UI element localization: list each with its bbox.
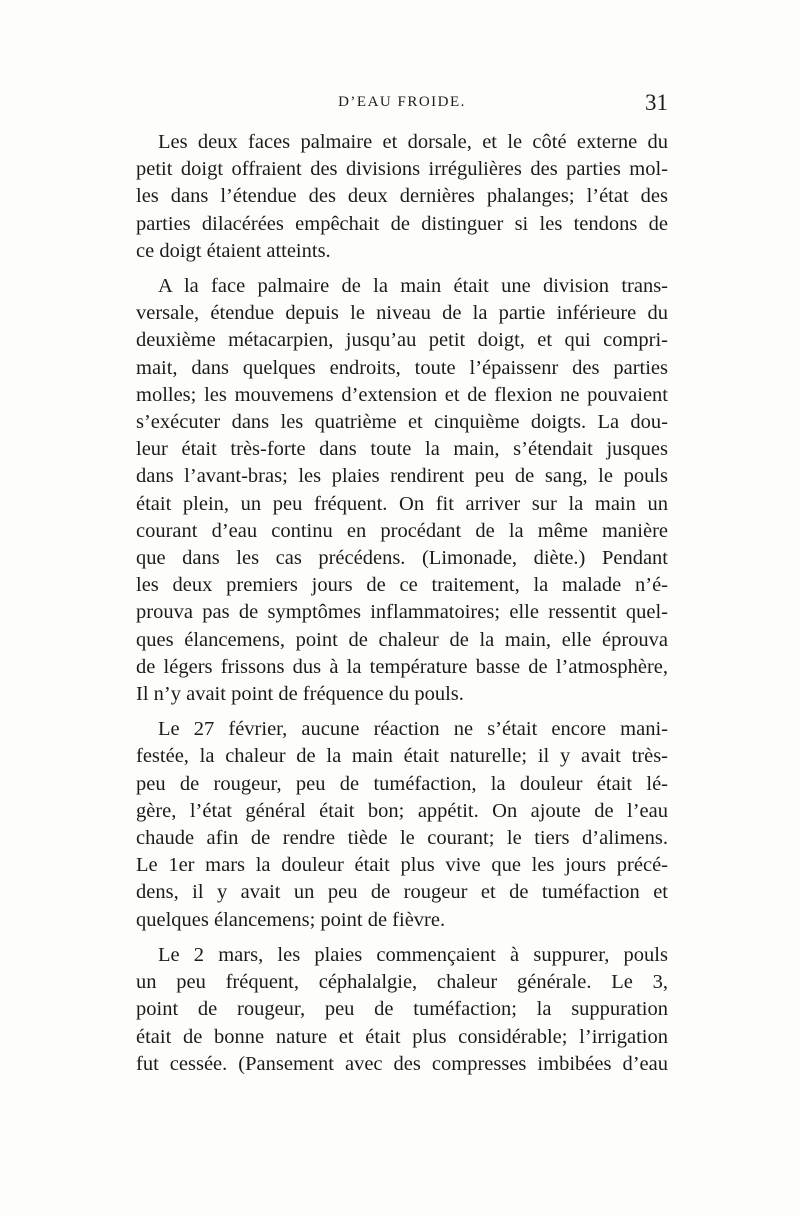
text-line: gère, l’état général était bon; appétit. On ajoute de l’eau [136, 799, 668, 822]
paragraph-3 [136, 716, 668, 934]
text-line: Le 27 février, aucune réaction ne s’était encore mani- [158, 718, 668, 741]
text-line: que dans les cas précédens. (Limonade, diète.) Pendant [136, 547, 668, 570]
text-line: ques élancemens, point de chaleur de la main, elle éprouva [136, 628, 668, 651]
running-head [136, 90, 668, 124]
text-line: un peu fréquent, céphalalgie, chaleur générale. Le 3, [136, 971, 668, 994]
text-line: Le 1er mars la douleur était plus vive que les jours précé- [136, 854, 668, 877]
text-line: molles; les mouvemens d’extension et de flexion ne pouvaient [136, 383, 668, 406]
text-line: ce doigt étaient atteints. [136, 239, 331, 262]
text-line: dens, il y avait un peu de rougeur et de tuméfaction et [136, 881, 668, 904]
text-line: les deux premiers jours de ce traitement, la malade n’é- [136, 574, 668, 597]
page-number: 31 [645, 90, 668, 115]
text-line: était plein, un peu fréquent. On fit arriver sur la main un [136, 492, 668, 515]
text-line: courant d’eau continu en procédant de la même manière [136, 519, 668, 542]
text-line: Les deux faces palmaire et dorsale, et le côté externe du [158, 131, 668, 153]
text-line: petit doigt offraient des divisions irrégulières des parties mol- [136, 158, 668, 181]
text-line: mait, dans quelques endroits, toute l’épaissenr des parties [136, 356, 668, 379]
text-line: parties dilacérées empêchait de distinguer si les tendons de [136, 212, 668, 235]
text-line: festée, la chaleur de la main était naturelle; il y avait très- [136, 745, 668, 768]
text-line: Le 2 mars, les plaies commençaient à suppurer, pouls [158, 943, 668, 966]
text-line: versale, étendue depuis le niveau de la partie inférieure du [136, 302, 668, 325]
text-line: chaude afin de rendre tiède le courant; le tiers d’alimens. [136, 827, 668, 850]
text-line: de légers frissons dus à la température basse de l’atmosphère, [136, 655, 668, 678]
text-line: les dans l’étendue des deux dernières phalanges; l’état des [136, 185, 668, 208]
paragraph-1 [136, 129, 668, 265]
text-line: peu de rougeur, peu de tuméfaction, la douleur était lé- [136, 772, 668, 795]
text-line: A la face palmaire de la main était une division trans- [158, 275, 668, 298]
text-line: fut cessée. (Pansement avec des compresses imbibées d’eau [136, 1052, 668, 1075]
paragraph-2 [136, 273, 668, 708]
text-line: Il n’y avait point de fréquence du pouls. [136, 683, 464, 706]
text-line: deuxième métacarpien, jusqu’au petit doigt, et qui compri- [136, 329, 668, 352]
text-line: prouva pas de symptômes inflammatoires; elle ressentit quel- [136, 601, 668, 624]
text-line: point de rougeur, peu de tuméfaction; la suppuration [136, 998, 668, 1021]
text-line: dans l’avant-bras; les plaies rendirent peu de sang, le pouls [136, 465, 668, 488]
text-line: quelques élancemens; point de fièvre. [136, 908, 446, 931]
text-line: s’exécuter dans les quatrième et cinquième doigts. La dou- [136, 411, 668, 434]
running-title: D’EAU FROIDE. [338, 94, 466, 110]
text-line: leur était très-forte dans toute la main, s’étendait jusques [136, 438, 668, 461]
body-text [136, 129, 668, 1086]
text-line: était de bonne nature et était plus considérable; l’irrigation [136, 1025, 668, 1048]
paragraph-4 [136, 942, 668, 1078]
